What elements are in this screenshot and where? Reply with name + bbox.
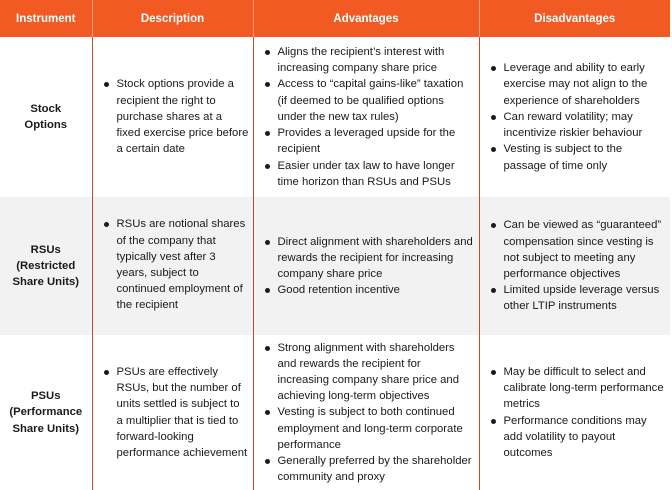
advantages-cell (253, 37, 479, 197)
advantage-item: Good retention incentive (278, 282, 475, 298)
advantage-item: Generally preferred by the shareholder community and proxy (278, 453, 475, 485)
instrument-name-line: Share Units) (12, 422, 80, 435)
advantages-list (260, 340, 475, 486)
description-cell (92, 37, 253, 197)
disadvantage-item: Performance conditions may add volatility to payout outcomes (504, 413, 667, 462)
instrument-name-line: RSUs (30, 243, 61, 256)
disadvantage-item: Limited upside leverage versus other LTIP instruments (504, 282, 667, 314)
description-list (99, 216, 249, 313)
disadvantages-cell (479, 335, 670, 490)
description-list (99, 76, 249, 157)
description-cell (92, 335, 253, 490)
instrument-name-line: (Restricted (16, 259, 76, 272)
description-cell (92, 197, 253, 335)
instrument-cell (0, 37, 92, 197)
advantage-item: Vesting is subject to both continued employment and long-term corporate performance (278, 404, 475, 453)
description-item: RSUs are notional shares of the company that typically vest after 3 years, subject to continued employment of the recipient (117, 216, 249, 313)
advantage-item: Direct alignment with shareholders and rewards the recipient for increasing company share price (278, 234, 475, 283)
disadvantage-item: Can be viewed as “guaranteed” compensation since vesting is not subject to meeting any performance objectives (504, 217, 667, 282)
disadvantage-item: Vesting is subject to the passage of time only (504, 141, 667, 173)
advantages-list (260, 44, 475, 190)
instrument-name-line: Options (24, 119, 68, 131)
advantage-item: Easier under tax law to have longer time horizon than RSUs and PSUs (278, 158, 475, 190)
disadvantages-list (486, 364, 667, 461)
disadvantage-item: Can reward volatility; may incentivize riskier behaviour (504, 109, 667, 141)
advantage-item: Aligns the recipient’s interest with increasing company share price (278, 44, 475, 76)
disadvantage-item: Leverage and ability to early exercise may not align to the experience of shareholders (504, 60, 667, 109)
advantage-item: Provides a leveraged upside for the recipient (278, 125, 475, 157)
disadvantages-cell (479, 197, 670, 335)
row-rsus (0, 197, 670, 335)
instrument-name-line: (Performance (9, 406, 83, 419)
instrument-cell (0, 197, 92, 335)
instrument-name-line: Stock (30, 102, 62, 115)
advantage-item: Strong alignment with shareholders and rewards the recipient for increasing company share price and achieving long-term objectives (278, 340, 475, 405)
advantages-cell (253, 197, 479, 335)
description-item: PSUs are effectively RSUs, but the number of units settled is subject to a multiplier that is tied to forward-looking performance achievement (117, 364, 249, 461)
row-stock-options (0, 37, 670, 197)
description-list (99, 364, 249, 461)
disadvantage-item: May be difficult to select and calibrate long-term performance metrics (504, 364, 667, 413)
header-instrument: Instrument (0, 0, 92, 37)
disadvantages-list (486, 60, 667, 173)
row-psus (0, 335, 670, 490)
header-row (0, 0, 670, 37)
disadvantages-list (486, 217, 667, 314)
disadvantages-cell (479, 37, 670, 197)
instrument-name-line: Share Units) (12, 276, 80, 289)
advantage-item: Access to “capital gains-like” taxation (if deemed to be qualified options under the new tax rules) (278, 76, 475, 125)
instrument-name-line: PSUs (30, 390, 61, 403)
description-item: Stock options provide a recipient the right to purchase shares at a fixed exercise price before a certain date (117, 76, 249, 157)
advantages-list (260, 234, 475, 299)
advantages-cell (253, 335, 479, 490)
header-advantages: Advantages (253, 0, 479, 37)
instrument-cell (0, 335, 92, 490)
header-description: Description (92, 0, 253, 37)
header-disadvantages: Disadvantages (479, 0, 670, 37)
